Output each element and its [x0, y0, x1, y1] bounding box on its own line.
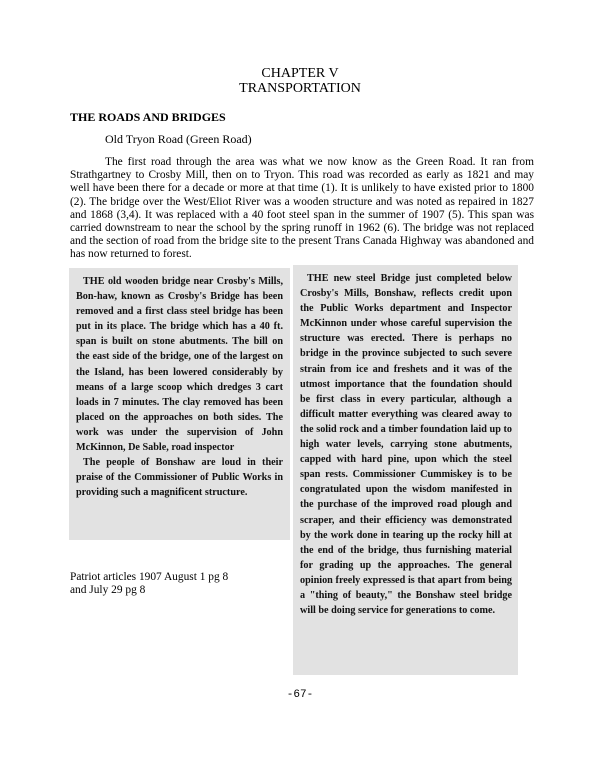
newspaper-clipping-right: [293, 265, 518, 675]
intro-paragraph: The first road through the area was what we now know as the Green Road. It ran from Strathgartney to Crosby Mill, then on to Tryon. This road was recorded as early as 1821 and may well have been there for a decade or more at that time (1). It is unlikely to have existed prior to 1800 (2). The bridge over the West/Eliot River was a wooden structure and was noted as repaired in 1827 and 1868 (3,4). It was replaced with a 40 foot steel span in the summer of 1907 (5). This span was carried downstream to near the school by the spring runoff in 1962 (6). The bridge was not replaced and the section of road from the bridge site to the present Trans Canada Highway was abandoned and has now returned to forest.: [70, 156, 534, 261]
chapter-number: CHAPTER V: [261, 66, 339, 81]
clipping-left-paragraph-2: The people of Bonshaw are loud in their praise of the Commissioner of Public Works in providing such a magnificent structure.: [76, 457, 283, 499]
caption-line-1: Patriot articles 1907 August 1 pg 8: [70, 571, 229, 583]
page-number: -67-: [286, 689, 314, 701]
newspaper-clipping-left: [69, 268, 290, 540]
clipping-left-paragraph-1: THE old wooden bridge near Crosby's Mills, Bon-haw, known as Crosby's Bridge has been removed and a first class steel bridge has been put in its place. The bridge which has a 40 ft. span is built on stone abutments. The bill on the east side of the bridge, one of the largest on the Island, has been lowered considerably by means of a large scoop which dredges 3 cart loads in 7 minutes. The clay removed has been placed on the approaches on both sides. The work was under the supervision of John McKinnon, De Sable, road inspector: [76, 276, 283, 454]
clipping-right-paragraph-1: THE new steel Bridge just completed below Crosby's Mills, Bonshaw, reflects credit upon the Public Works department and Inspector McKinnon under whose careful supervision the structure was erected. There is perhaps no bridge in the province subjected to such severe strain from ice and freshets and it was of the utmost importance that the foundation should be first class in every particular, although a difficult matter everything was cleared away to the solid rock and a timber foundation laid up to high water levels, carrying stone abutments, capped with hard pine, upon which the steel span rests. Commissioner Cummiskey is to be congratulated upon the wisdom manifested in the purchase of the improved road plough and scraper, and their efficiency was demonstrated by the work done in tearing up the rocky hill at the end of the bridge, thus furnishing material for grading up the approaches. The general opinion freely expressed is that apart from being a "thing of beauty," the Bonshaw steel bridge will be doing service for generations to come.: [300, 273, 512, 617]
caption-line-2: and July 29 pg 8: [70, 584, 146, 596]
subheading: Old Tryon Road (Green Road): [105, 132, 252, 146]
chapter-title: TRANSPORTATION: [239, 81, 361, 96]
chapter-header: [0, 66, 600, 96]
section-heading: THE ROADS AND BRIDGES: [70, 110, 226, 124]
clipping-caption: [70, 571, 270, 597]
